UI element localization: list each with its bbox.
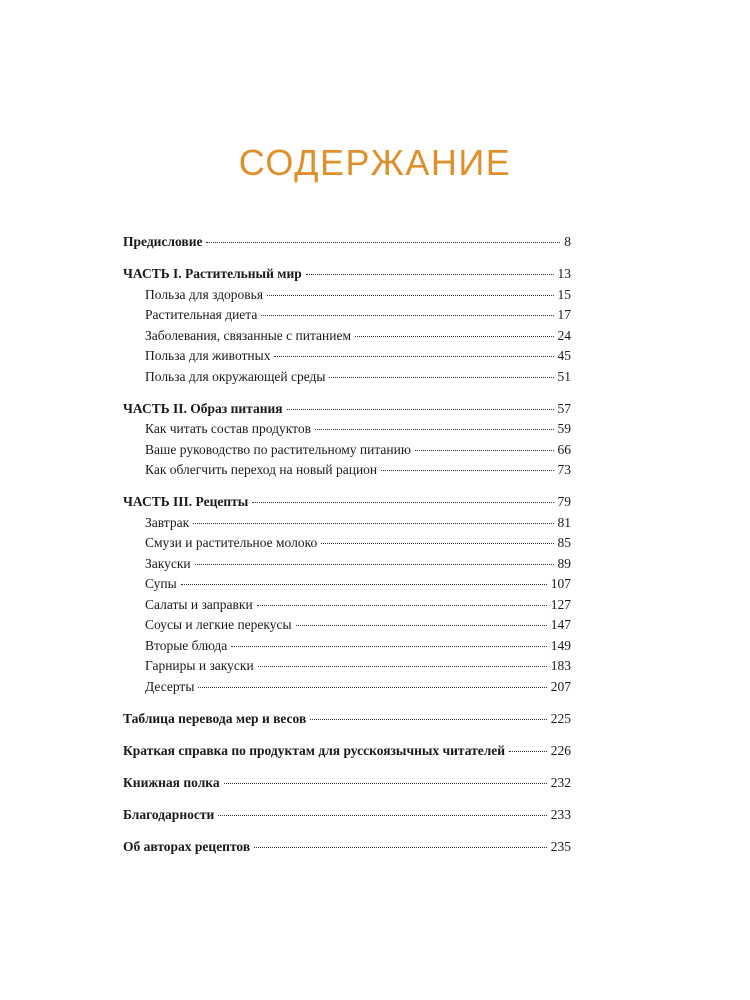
toc-entry-page: 15	[557, 286, 571, 302]
toc-entry-page: 149	[550, 637, 571, 653]
toc-entry-label: Завтрак	[145, 514, 190, 530]
toc-entry	[123, 805, 571, 826]
toc-entry	[123, 533, 571, 554]
toc-entry-label: Польза для животных	[145, 348, 271, 363]
toc-entry-page: 107	[550, 576, 571, 591]
toc-entry-page: 235	[550, 838, 571, 854]
toc-entry-page: 233	[550, 806, 571, 822]
toc-entry-page: 85	[557, 535, 571, 550]
toc-entry-label: Ваше руководство по растительному питанию	[145, 441, 411, 457]
toc-entry	[123, 741, 571, 762]
toc-entry	[123, 709, 571, 730]
toc-entry-label: ЧАСТЬ II. Образ питания	[123, 400, 283, 416]
toc-entry-label: Супы	[145, 576, 177, 591]
toc-dot-leader	[267, 295, 553, 296]
toc-entry-label: Смузи и растительное молоко	[145, 535, 318, 550]
toc-dot-leader	[252, 502, 553, 503]
toc-entry-label: Растительная диета	[145, 307, 258, 322]
toc-dot-leader	[329, 377, 553, 378]
toc-dot-leader	[306, 274, 554, 275]
toc-entry-page: 8	[564, 234, 571, 249]
toc-entry	[123, 636, 571, 657]
toc-entry	[123, 574, 571, 595]
table-of-contents	[123, 232, 571, 857]
toc-entry	[123, 232, 571, 253]
toc-entry-label: ЧАСТЬ III. Рецепты	[123, 494, 249, 509]
toc-entry-page: 127	[550, 596, 571, 612]
toc-entry	[123, 440, 571, 461]
toc-dot-leader	[181, 584, 547, 585]
toc-entry	[123, 773, 571, 794]
toc-dot-leader	[198, 687, 546, 688]
toc-entry-label: Предисловие	[123, 234, 203, 249]
toc-entry-label: Польза для окружающей среды	[145, 368, 326, 384]
toc-entry-label: Вторые блюда	[145, 637, 228, 653]
toc-dot-leader	[509, 751, 547, 752]
toc-entry-label: Как читать состав продуктов	[145, 421, 311, 436]
toc-entry	[123, 460, 571, 481]
toc-entry-label: Польза для здоровья	[145, 286, 264, 302]
toc-dot-leader	[224, 783, 547, 784]
toc-entry-page: 57	[557, 400, 571, 416]
toc-entry-label: ЧАСТЬ I. Растительный мир	[123, 266, 302, 281]
toc-dot-leader	[261, 315, 553, 316]
toc-entry-page: 147	[550, 617, 571, 632]
page-title: СОДЕРЖАНИЕ	[238, 142, 512, 183]
toc-entry	[123, 595, 571, 616]
toc-entry	[123, 399, 571, 420]
toc-entry-label: Заболевания, связанные с питанием	[145, 327, 351, 343]
toc-entry-page: 225	[550, 710, 571, 726]
toc-entry-page: 13	[557, 266, 571, 281]
toc-entry-page: 66	[557, 441, 571, 457]
toc-entry-label: Благодарности	[123, 806, 215, 822]
toc-entry	[123, 326, 571, 347]
toc-entry	[123, 367, 571, 388]
toc-entry-page: 207	[550, 678, 571, 694]
toc-dot-leader	[218, 815, 547, 816]
toc-entry-label: Краткая справка по продуктам для русскоязычных читателей	[123, 742, 506, 758]
toc-dot-leader	[206, 242, 560, 243]
toc-entry-label: Таблица перевода мер и весов	[123, 710, 307, 726]
toc-dot-leader	[231, 646, 547, 647]
toc-entry-label: Об авторах рецептов	[123, 838, 251, 854]
toc-dot-leader	[257, 605, 547, 606]
toc-dot-leader	[287, 409, 554, 410]
toc-entry-page: 89	[557, 555, 571, 571]
toc-entry-page: 24	[557, 327, 571, 343]
toc-entry	[123, 492, 571, 513]
toc-entry	[123, 305, 571, 326]
toc-dot-leader	[254, 847, 547, 848]
toc-dot-leader	[310, 719, 547, 720]
toc-dot-leader	[274, 356, 553, 357]
toc-entry	[123, 419, 571, 440]
toc-dot-leader	[296, 625, 547, 626]
toc-entry	[123, 554, 571, 575]
toc-entry	[123, 837, 571, 858]
toc-entry-page: 226	[550, 742, 571, 758]
toc-entry	[123, 264, 571, 285]
toc-entry-page: 73	[557, 462, 571, 477]
toc-entry-page: 81	[557, 514, 571, 530]
toc-entry-label: Закуски	[145, 555, 191, 571]
toc-dot-leader	[381, 470, 553, 471]
toc-dot-leader	[195, 564, 554, 565]
toc-dot-leader	[258, 666, 547, 667]
toc-dot-leader	[193, 523, 553, 524]
toc-dot-leader	[415, 450, 554, 451]
toc-entry-page: 59	[557, 421, 571, 436]
toc-entry-page: 79	[557, 494, 571, 509]
toc-entry-label: Книжная полка	[123, 774, 220, 790]
toc-entry-page: 17	[557, 307, 571, 322]
toc-dot-leader	[315, 429, 554, 430]
toc-entry	[123, 615, 571, 636]
toc-entry	[123, 677, 571, 698]
toc-entry-label: Соусы и легкие перекусы	[145, 617, 292, 632]
toc-entry-page: 232	[550, 774, 571, 790]
toc-entry-label: Салаты и заправки	[145, 596, 253, 612]
toc-entry	[123, 346, 571, 367]
toc-dot-leader	[355, 336, 554, 337]
toc-entry	[123, 513, 571, 534]
toc-dot-leader	[321, 543, 553, 544]
toc-entry	[123, 656, 571, 677]
toc-entry-label: Десерты	[145, 678, 195, 694]
toc-entry-page: 45	[557, 348, 571, 363]
toc-entry	[123, 285, 571, 306]
toc-entry-label: Гарниры и закуски	[145, 658, 254, 673]
toc-entry-label: Как облегчить переход на новый рацион	[145, 462, 378, 477]
toc-entry-page: 51	[557, 368, 571, 384]
toc-entry-page: 183	[550, 658, 571, 673]
